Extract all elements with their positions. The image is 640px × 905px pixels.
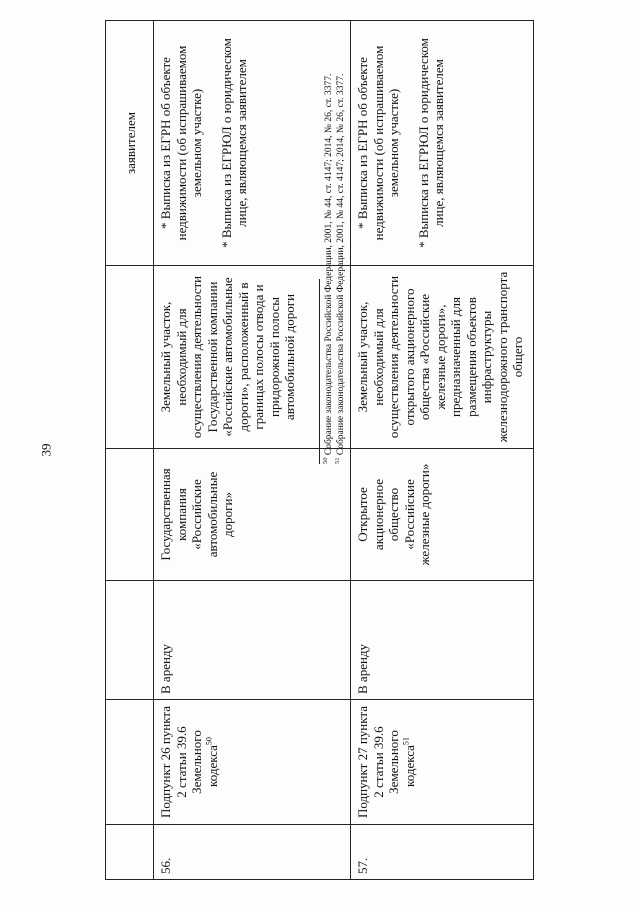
- applicant-cell: Открытое акционерное общество «Российские железные дороги»: [351, 449, 534, 581]
- land-plot-cell: Земельный участок, необходимый для осуществления деятельности открытого акционерного общества «Российские железные дороги», предназначенный для размещения объектов инфраструктуры железнодорожного транспорта общего: [351, 266, 534, 449]
- land-plot-cell: Земельный участок, необходимый для осуществления деятельности Государственной компании «Российские автомобильные дороги», расположенный в границах полосы отвода и придорожной полосы автомобильной дороги: [154, 266, 351, 449]
- footnote-ref: 51: [401, 737, 411, 746]
- header-cell-land: [106, 266, 154, 449]
- header-cell-documents: заявителем: [106, 21, 154, 266]
- legal-basis-text: Подпункт 27 пункта 2 статьи 39.6 Земельного кодекса: [355, 705, 417, 819]
- legal-basis-text: Подпункт 26 пункта 2 статьи 39.6 Земельного кодекса: [158, 705, 220, 819]
- provision-type: В аренду: [351, 581, 534, 700]
- documents-cell: [351, 21, 534, 266]
- footnote-ref: 50: [204, 737, 214, 746]
- header-cell-basis: [106, 700, 154, 825]
- document-egrn: * Выписка из ЕГРН об объекте недвижимости (об испрашиваемом земельном участке): [158, 45, 204, 241]
- legal-basis-cell: [351, 700, 534, 825]
- footnote: [323, 0, 335, 464]
- footnote-text: Собрание законодательства Российской Федерации, 2001, № 44, ст. 4147; 2014, № 26, ст. 3377.: [336, 73, 346, 456]
- provision-type: В аренду: [154, 581, 351, 700]
- footnote-divider: [319, 279, 320, 464]
- footnote-text: Собрание законодательства Российской Федерации, 2001, № 44, ст. 4147; 2014, № 26, ст. 3377.: [324, 73, 334, 456]
- legal-basis-cell: [154, 700, 351, 825]
- footnote-marker: 51: [333, 457, 341, 464]
- row-number: 56.: [154, 825, 351, 880]
- header-cell-type: [106, 581, 154, 700]
- header-cell-num: [106, 825, 154, 880]
- footnote: [335, 0, 347, 464]
- header-cell-applicant: [106, 449, 154, 581]
- footnotes: [319, 0, 347, 464]
- footnote-marker: 50: [321, 457, 329, 464]
- document-egrul: * Выписка из ЕГРЮЛ о юридическом лице, являющемся заявителем: [415, 38, 446, 248]
- row-number: 57.: [351, 825, 534, 880]
- applicant-cell: Государственная компания «Российские автомобильные дороги»: [154, 449, 351, 581]
- table-row: [351, 21, 534, 880]
- document-egrul: * Выписка из ЕГРЮЛ о юридическом лице, являющемся заявителем: [218, 38, 249, 248]
- page-number: 39: [38, 443, 54, 457]
- rotated-page-content: [105, 20, 565, 880]
- table-header-continuation: [106, 21, 154, 880]
- document-egrn: * Выписка из ЕГРН об объекте недвижимости (об испрашиваемом земельном участке): [355, 45, 401, 241]
